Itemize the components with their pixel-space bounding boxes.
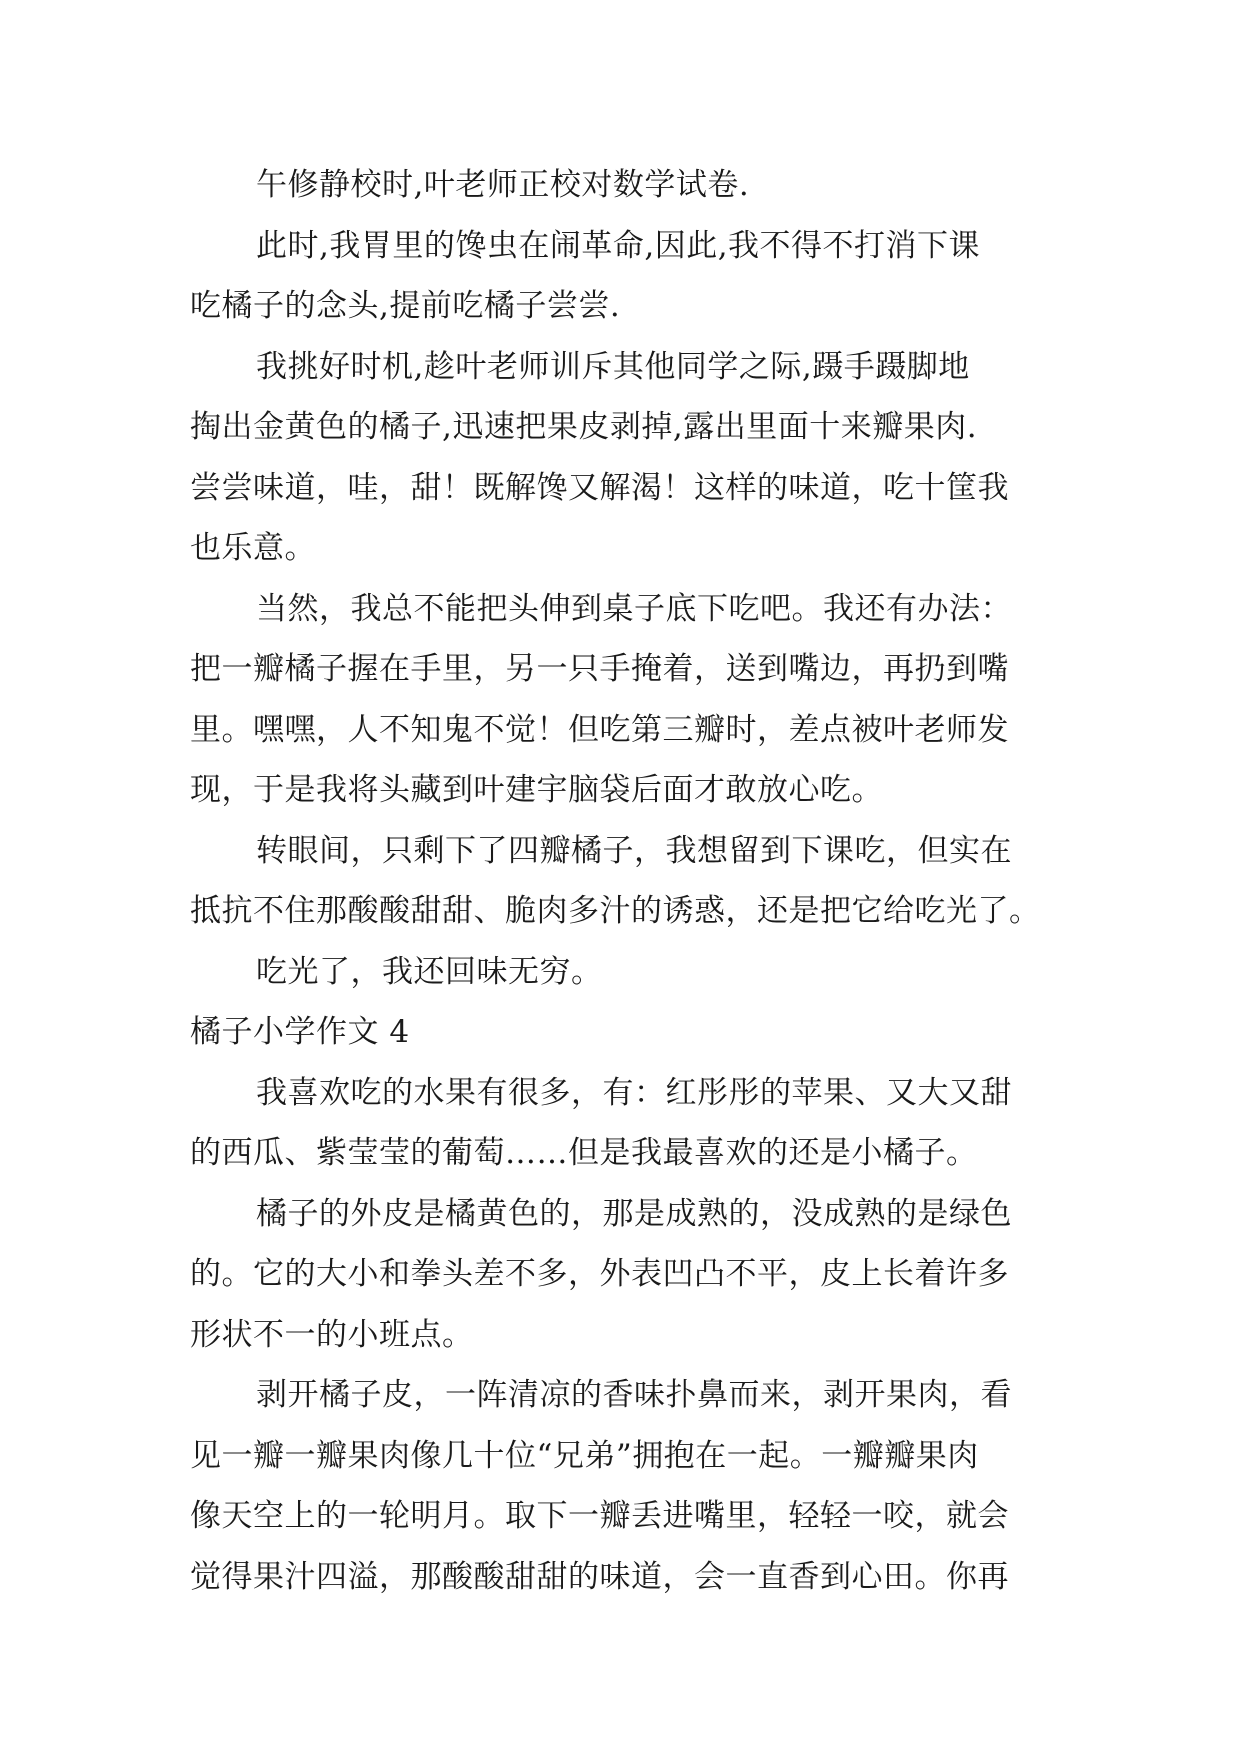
paragraph-line: 像天空上的一轮明月。取下一瓣丢进嘴里，轻轻一咬，就会 bbox=[190, 1498, 1009, 1534]
paragraph-line: 的西瓜、紫莹莹的葡萄……但是我最喜欢的还是小橘子。 bbox=[190, 1135, 978, 1171]
paragraph-line: 尝尝味道，哇，甜！既解馋又解渴！这样的味道，吃十筐我 bbox=[190, 469, 1009, 506]
paragraph-line: 当然，我总不能把头伸到桌子底下吃吧。我还有办法： bbox=[256, 590, 1012, 627]
paragraph-line: 我挑好时机,趁叶老师训斥其他同学之际,蹑手蹑脚地 bbox=[256, 348, 970, 385]
paragraph-line: 里。嘿嘿，人不知鬼不觉！但吃第三瓣时，差点被叶老师发 bbox=[190, 711, 1009, 748]
paragraph-line: 剥开橘子皮，一阵清凉的香味扑鼻而来，剥开果肉，看 bbox=[256, 1377, 1012, 1413]
paragraph-line: 午修静校时,叶老师正校对数学试卷. bbox=[256, 167, 750, 203]
document-body bbox=[190, 155, 1050, 1607]
paragraph-line: 把一瓣橘子握在手里，另一只手掩着，送到嘴边，再扔到嘴 bbox=[190, 651, 1009, 687]
paragraph-line: 觉得果汁四溢，那酸酸甜甜的味道，会一直香到心田。你再 bbox=[190, 1558, 1009, 1595]
paragraph-line: 也乐意。 bbox=[190, 530, 316, 566]
paragraph-line: 见一瓣一瓣果肉像几十位“兄弟”拥抱在一起。一瓣瓣果肉 bbox=[190, 1437, 979, 1474]
paragraph-line: 抵抗不住那酸酸甜甜、脆肉多汁的诱惑，还是把它给吃光了。 bbox=[190, 893, 1041, 929]
paragraph-line: 转眼间，只剩下了四瓣橘子，我想留到下课吃，但实在 bbox=[256, 832, 1012, 869]
paragraph-line: 橘子的外皮是橘黄色的，那是成熟的，没成熟的是绿色 bbox=[256, 1195, 1012, 1232]
paragraph-line: 的。它的大小和拳头差不多，外表凹凸不平，皮上长着许多 bbox=[190, 1256, 1009, 1292]
paragraph-line: 此时,我胃里的馋虫在闹革命,因此,我不得不打消下课 bbox=[256, 227, 981, 264]
paragraph-line: 掏出金黄色的橘子,迅速把果皮剥掉,露出里面十来瓣果肉. bbox=[190, 409, 978, 445]
paragraph-line: 吃光了，我还回味无穷。 bbox=[256, 953, 603, 990]
section-heading: 橘子小学作文 4 bbox=[190, 1014, 410, 1050]
paragraph-line: 现，于是我将头藏到叶建宇脑袋后面才敢放心吃。 bbox=[190, 772, 883, 808]
paragraph-line: 我喜欢吃的水果有很多，有：红彤彤的苹果、又大又甜 bbox=[256, 1074, 1012, 1111]
paragraph-line: 形状不一的小班点。 bbox=[190, 1316, 474, 1353]
paragraph-line: 吃橘子的念头,提前吃橘子尝尝. bbox=[190, 288, 621, 324]
